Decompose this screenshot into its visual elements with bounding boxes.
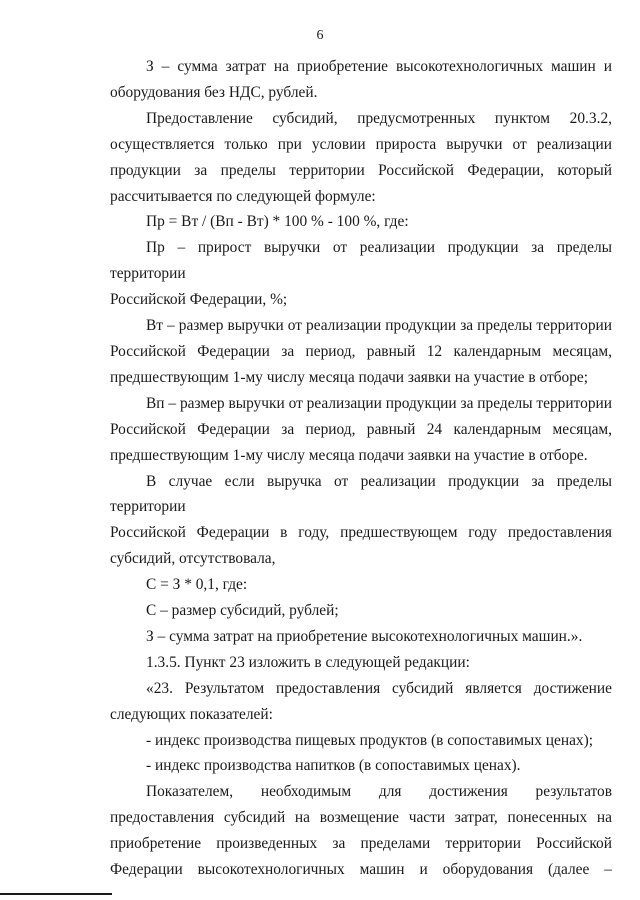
text-line: С – размер субсидий, рублей; [146,602,339,620]
text-line: продукции за пределы территории Российской Федерации, который [110,161,612,179]
text-line: Вт – размер выручки от реализации продукции за пределы территории [146,317,612,335]
text-line: приобретение произведенных за пределами территории Российской [110,835,612,853]
text-line: Пр – прирост выручки от реализации продукции за пределы территории [110,239,612,283]
text-line: Российской Федерации за период, равный 24 календарным месяцам, [110,420,612,438]
text-line: предшествующим 1-му числу месяца подачи заявки на участие в отборе. [110,446,588,464]
text-line: рассчитывается по следующей формуле: [110,187,376,205]
list-item: - индекс производства напитков (в сопоставимых ценах). [146,757,521,775]
text-line: следующих показателей: [110,705,273,723]
text-line: предшествующим 1-му числу месяца подачи заявки на участие в отборе; [110,368,589,386]
text-line: субсидий, отсутствовала, [110,550,276,568]
text-line: Вп – размер выручки от реализации продукции за пределы территории [146,394,612,412]
formula-line: Пр = Вт / (Вп - Вт) * 100 % - 100 %, где: [146,213,409,231]
list-item: - индекс производства пищевых продуктов (в сопоставимых ценах); [146,731,594,749]
text-line: Российской Федерации в году, предшествующем году предоставления [110,524,612,542]
footer-divider [0,893,112,895]
text-line: предоставления субсидий на возмещение части затрат, понесенных на [110,809,612,827]
text-line: Российской Федерации за период, равный 12 календарным месяцам, [110,342,612,360]
text-line: З – сумма затрат на приобретение высокотехнологичных машин.». [146,627,583,645]
text-line: 1.3.5. Пункт 23 изложить в следующей редакции: [146,653,470,671]
text-line: оборудования без НДС, рублей. [110,83,318,101]
text-line: Показателем, необходимым для достижения результатов [146,783,612,801]
text-line: Федерации высокотехнологичных машин и оборудования (далее – [110,861,612,879]
text-line: В случае если выручка от реализации продукции за пределы территории [110,472,612,516]
page-number: 6 [316,28,324,43]
text-line: «23. Результатом предоставления субсидий является достижение [146,679,612,697]
text-line: Российской Федерации, %; [110,291,288,309]
text-line: Предоставление субсидий, предусмотренных пунктом 20.3.2, [146,109,612,127]
text-line: осуществляется только при условии прироста выручки от реализации [110,135,612,153]
text-line: З – сумма затрат на приобретение высокотехнологичных машин и [146,58,612,75]
document-body [110,54,612,883]
formula-line: С = З * 0,1, где: [146,576,248,594]
